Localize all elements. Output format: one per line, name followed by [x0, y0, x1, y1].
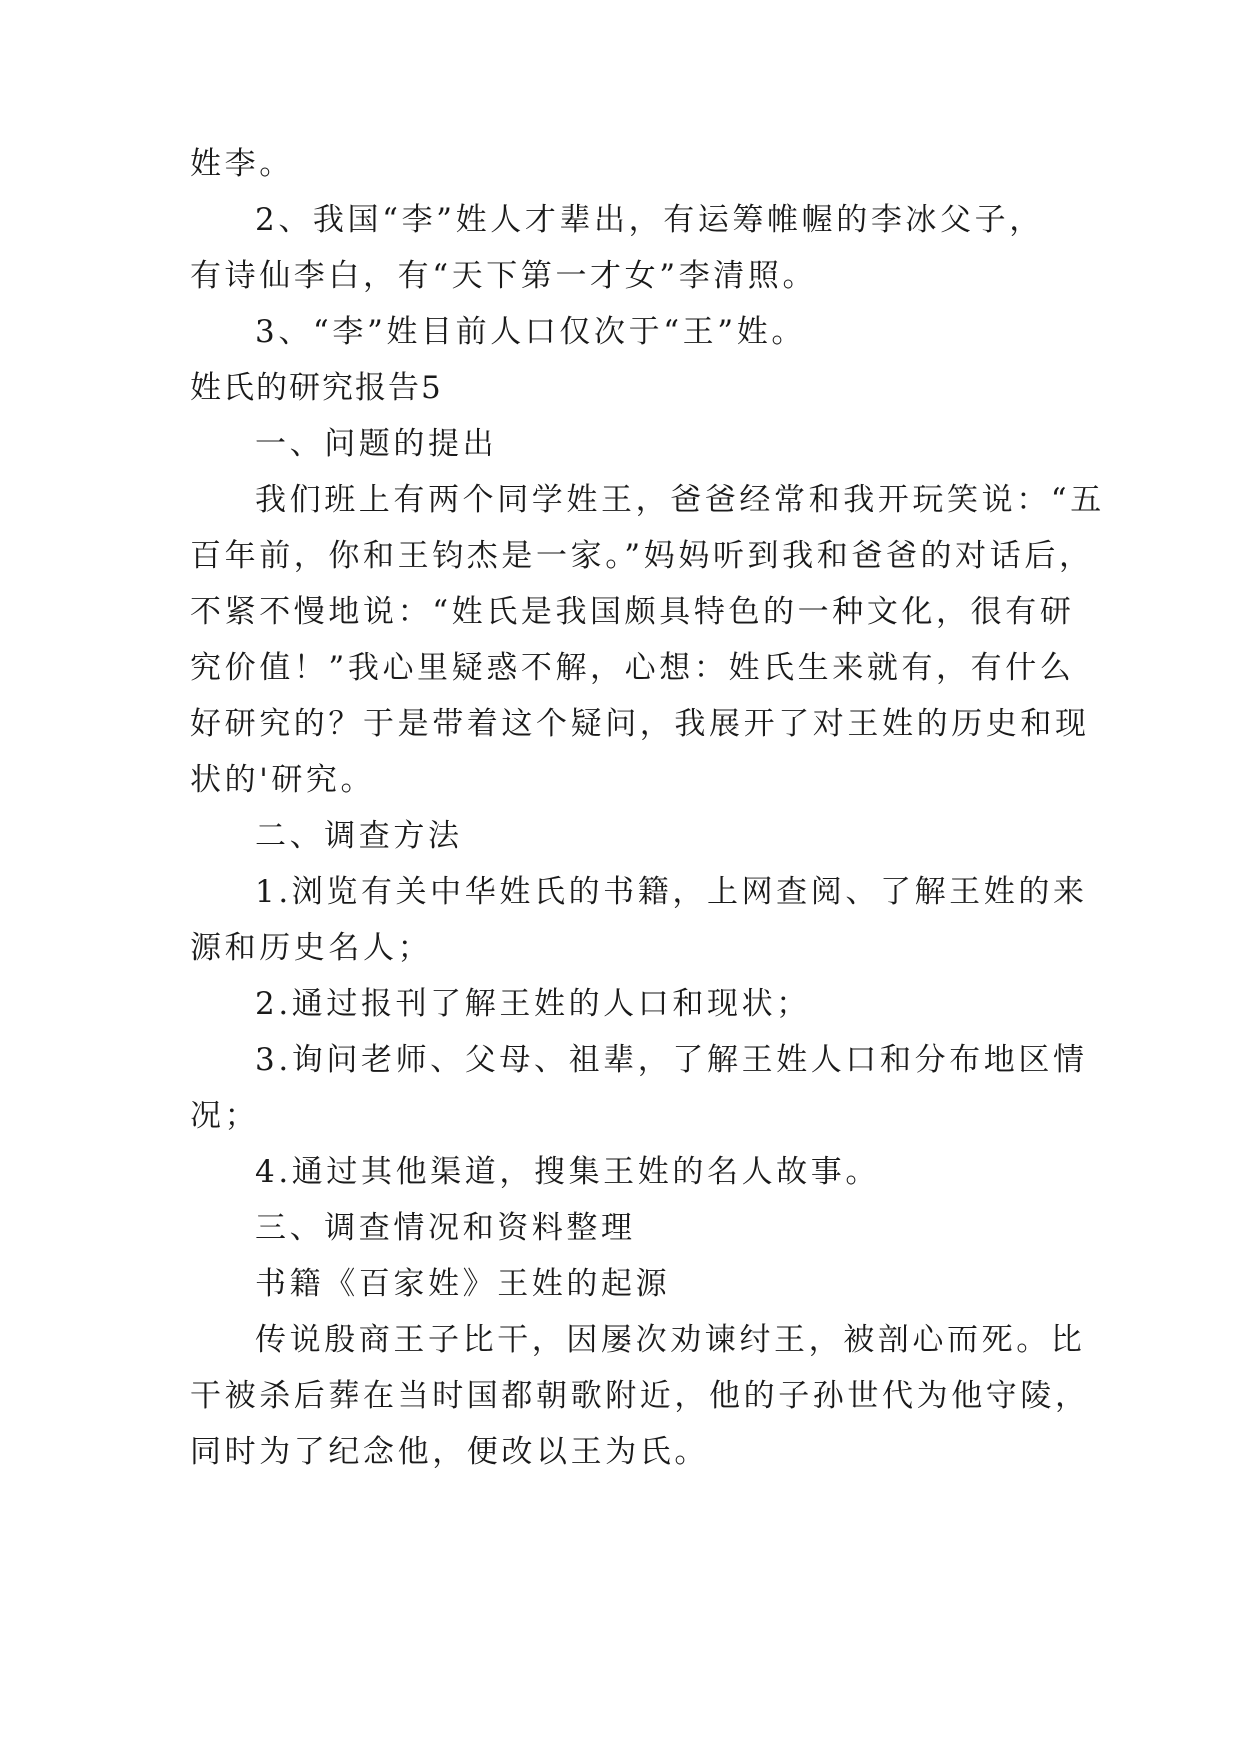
- text-line: 同时为了纪念他，便改以王为氏。: [190, 1434, 709, 1470]
- text-line: 3、“李”姓目前人口仅次于“王”姓。: [255, 314, 806, 350]
- text-line: 我们班上有两个同学姓王，爸爸经常和我开玩笑说：“五: [255, 482, 1105, 518]
- text-line: 况；: [190, 1098, 260, 1134]
- list-item: 2.通过报刊了解王姓的人口和现状；: [255, 986, 811, 1022]
- text-line: 究价值！”我心里疑惑不解，心想：姓氏生来就有，有什么: [190, 650, 1075, 686]
- text-line: 百年前，你和王钧杰是一家。”妈妈听到我和爸爸的对话后，: [190, 538, 1094, 574]
- text-line: 有诗仙李白，有“天下第一才女”李清照。: [190, 258, 818, 294]
- text-line: 干被杀后葬在当时国都朝歌附近，他的子孙世代为他守陵，: [190, 1378, 1090, 1414]
- text-line: 2、我国“李”姓人才辈出，有运筹帷幄的李冰父子，: [255, 202, 1044, 238]
- section-title: 姓氏的研究报告5: [190, 370, 443, 406]
- section-heading: 二、调查方法: [255, 818, 463, 854]
- list-item: 3.询问老师、父母、祖辈，了解王姓人口和分布地区情: [255, 1042, 1088, 1078]
- text-line: 状的'研究。: [190, 762, 376, 798]
- text-line: 好研究的？于是带着这个疑问，我展开了对王姓的历史和现: [190, 706, 1090, 742]
- list-item: 1.浏览有关中华姓氏的书籍，上网查阅、了解王姓的来: [255, 874, 1088, 910]
- section-heading: 三、调查情况和资料整理: [255, 1210, 636, 1246]
- list-item: 4.通过其他渠道，搜集王姓的名人故事。: [255, 1154, 880, 1190]
- text-line: 不紧不慢地说：“姓氏是我国颇具特色的一种文化，很有研: [190, 594, 1075, 630]
- text-line: 源和历史名人；: [190, 930, 433, 966]
- section-heading: 一、问题的提出: [255, 426, 498, 462]
- text-line: 姓李。: [190, 146, 294, 182]
- text-line: 传说殷商王子比干，因屡次劝谏纣王，被剖心而死。比: [255, 1322, 1086, 1358]
- subheading: 书籍《百家姓》王姓的起源: [255, 1266, 671, 1302]
